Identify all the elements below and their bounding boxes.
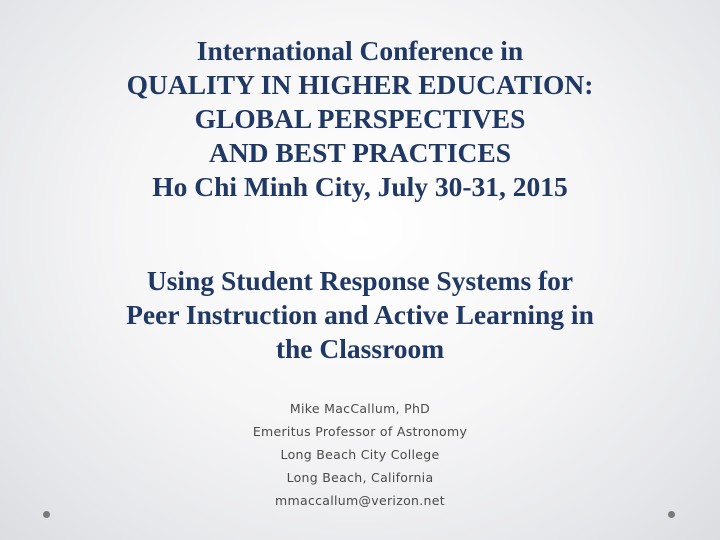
title-line-quality: QUALITY IN HIGHER EDUCATION: — [126, 69, 594, 100]
title-line-conference: International Conference in — [196, 35, 524, 66]
talk-title-line-3: the Classroom — [275, 333, 445, 364]
decorative-dot-left — [43, 511, 50, 518]
title-line-global: GLOBAL PERSPECTIVES — [194, 103, 526, 134]
decorative-dot-right — [668, 511, 675, 518]
talk-title-line-1: Using Student Response Systems for — [146, 265, 574, 296]
talk-title — [40, 264, 680, 366]
author-info — [110, 397, 610, 512]
author-name: Mike MacCallum, PhD — [289, 401, 431, 416]
conference-title — [40, 34, 680, 204]
author-email: mmaccallum@verizon.net — [275, 493, 445, 508]
author-position: Emeritus Professor of Astronomy — [252, 424, 468, 439]
author-institution: Long Beach City College — [280, 447, 440, 462]
title-line-location-date: Ho Chi Minh City, July 30-31, 2015 — [152, 171, 568, 202]
talk-title-line-2: Peer Instruction and Active Learning in — [126, 299, 594, 330]
title-line-practices: AND BEST PRACTICES — [208, 137, 512, 168]
author-location: Long Beach, California — [286, 470, 434, 485]
